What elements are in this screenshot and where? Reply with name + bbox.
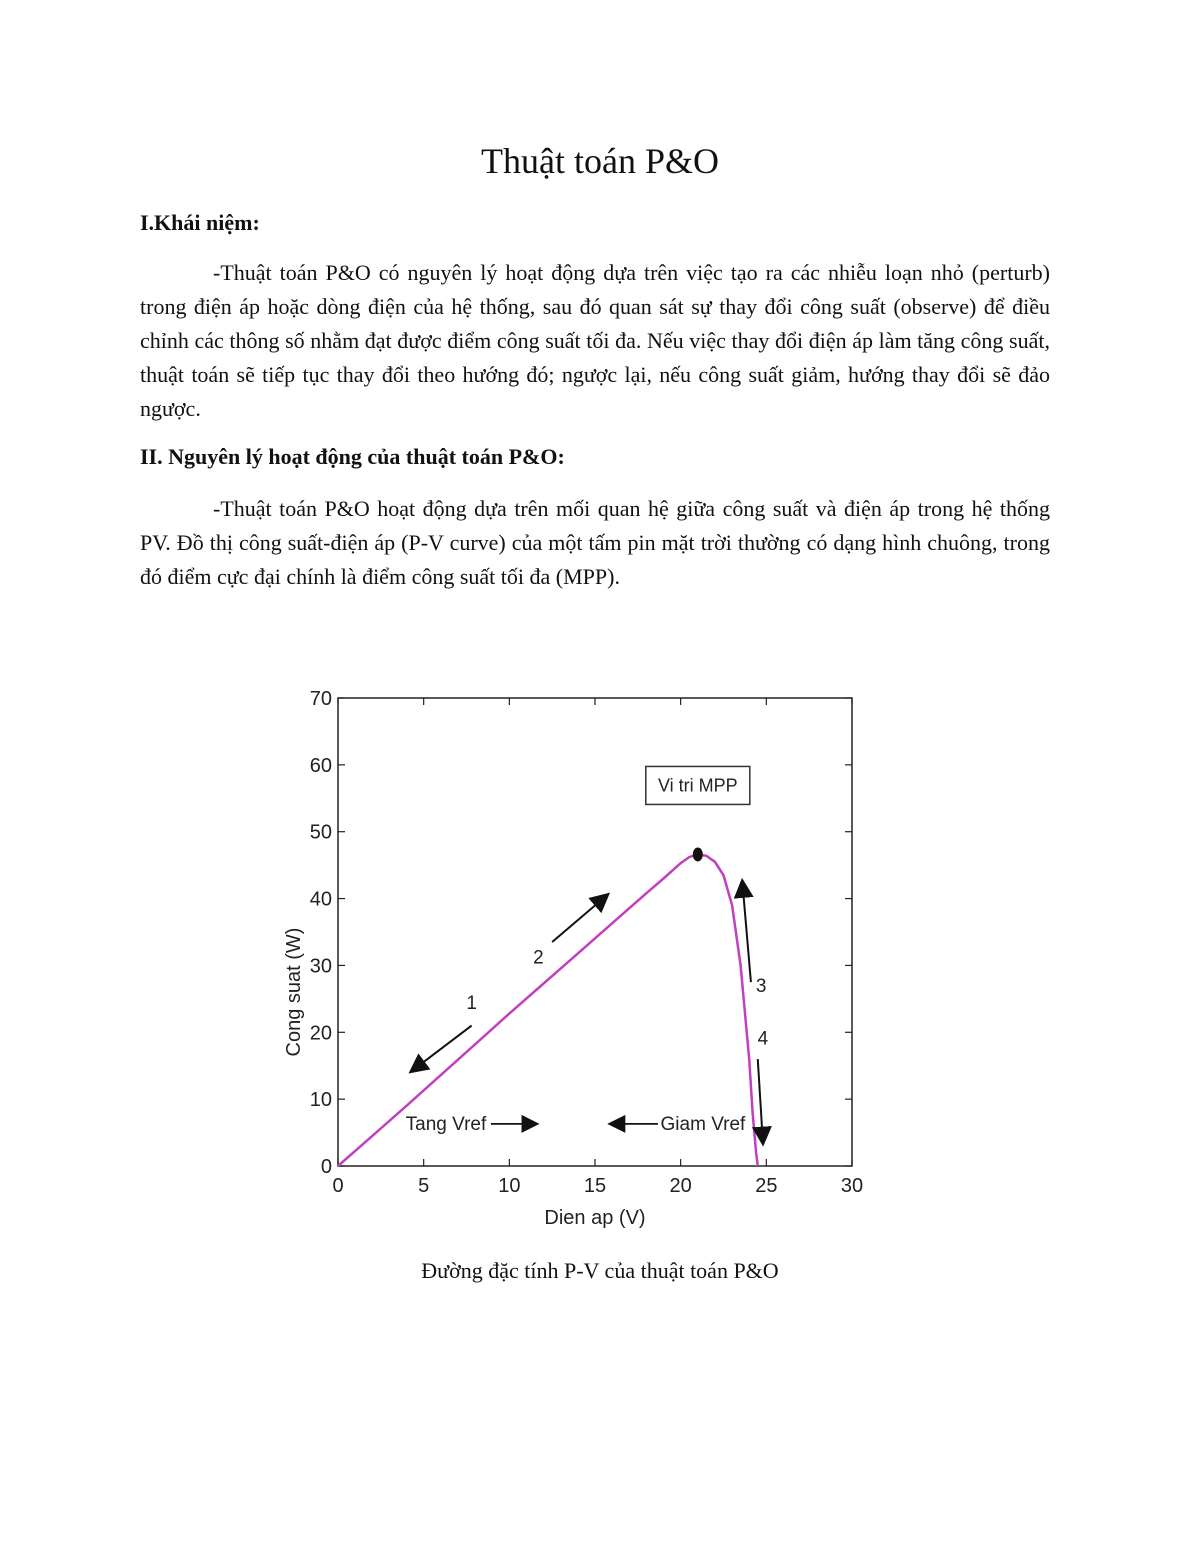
x-tick-label: 0 [332,1175,344,1197]
mpp-label-box [646,766,750,804]
pv-curve-figure [270,670,890,1240]
y-axis-label: Cong suat (W) [283,927,305,1057]
mpp-label: Vi tri MPP [657,775,738,796]
plot-frame [338,698,852,1166]
x-axis-label: Dien ap (V) [544,1207,646,1229]
y-tick-label: 70 [309,688,332,710]
section-2-heading: II. Nguyên lý hoạt động của thuật toán P&O: [140,444,565,469]
step-label: 4 [757,1028,769,1050]
y-tick-label: 40 [309,888,332,911]
direction-arrow [412,1026,472,1071]
x-tick-label: 5 [418,1175,430,1197]
section-1-paragraph: -Thuật toán P&O có nguyên lý hoạt động dựa trên việc tạo ra các nhiễu loạn nhỏ (perturb) trong điện áp hoặc dòng điện của hệ thống, sau đó quan sát sự thay đổi công suất (observe) để điều chỉnh các thông số nhằm đạt được điểm công suất tối đa. Nếu việc thay đổi điện áp làm tăng công suất, thuật toán sẽ tiếp tục thay đổi theo hướng đó; ngược lại, nếu công suất giảm, hướng thay đổi sẽ đảo ngược. [140,260,1050,421]
step-label: 3 [755,976,767,998]
x-tick-label: 30 [840,1175,864,1197]
x-tick-label: 20 [669,1175,692,1197]
y-tick-label: 0 [320,1156,332,1178]
x-tick-label: 25 [755,1175,778,1197]
y-tick-label: 50 [309,821,332,844]
y-tick-label: 30 [309,955,332,978]
x-tick-label: 10 [498,1175,521,1197]
y-tick-label: 20 [309,1022,332,1045]
document-title: Thuật toán P&O [481,141,719,181]
direction-arrow [742,882,751,982]
x-tick-label: 15 [583,1175,607,1197]
section-2-paragraph: -Thuật toán P&O hoạt động dựa trên mối quan hệ giữa công suất và điện áp trong hệ thống PV. Đồ thị công suất-điện áp (P-V curve) của một tấm pin mặt trời thường có dạng hình chuông, trong đó điểm cực đại chính là điểm công suất tối đa (MPP). [140,496,1050,589]
y-tick-label: 60 [309,754,332,777]
step-label: 1 [466,992,477,1014]
mpp-point [693,847,703,861]
direction-arrow [758,1059,763,1143]
pv-chart [270,670,890,1240]
vref-direction-label: Giam Vref [660,1113,746,1135]
figure-caption: Đường đặc tính P-V của thuật toán P&O [421,1258,779,1283]
vref-direction-label: Tang Vref [405,1113,487,1135]
section-1-heading: I.Khái niệm: [140,210,260,235]
step-label: 2 [533,947,544,969]
y-tick-label: 10 [309,1089,332,1112]
